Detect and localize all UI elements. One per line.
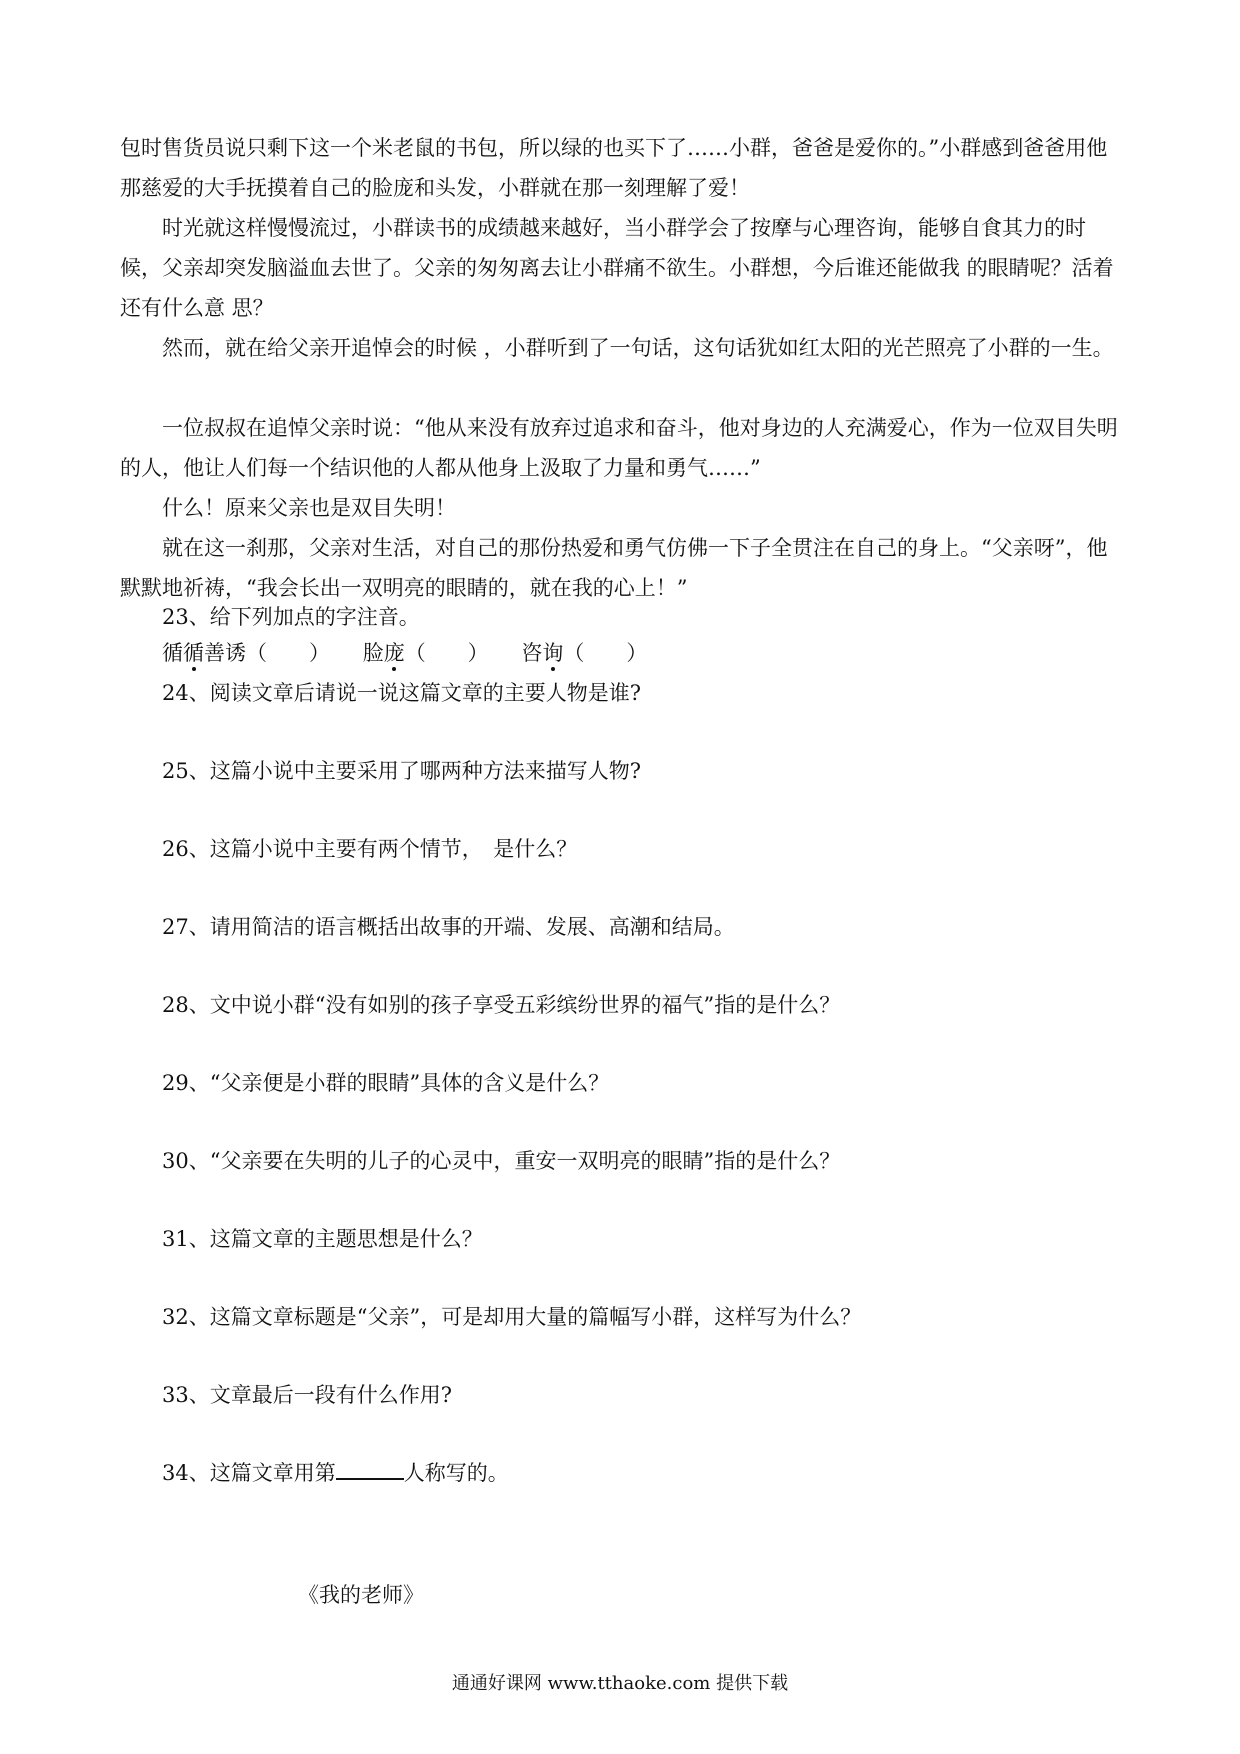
story-paragraph-3: 然而，就在给父亲开追悼会的时候 ，小群听到了一句话，这句话犹如红太阳的光芒照亮了小群的一生。 [162, 336, 1114, 360]
footer-credit: 通通好课网 www.tthaoke.com 提供下载 [451, 1673, 789, 1694]
story-paragraph-5: 什么！原来父亲也是双目失明！ [162, 496, 456, 520]
question-25: 25、这篇小说中主要采用了哪两种方法来描写人物? [162, 759, 641, 783]
answer-blank[interactable] [336, 1458, 404, 1480]
pinyin-item-2-before: 脸 [362, 641, 384, 665]
pinyin-item-2 [363, 638, 489, 668]
pinyin-item-2-dotted-char: 庞 [383, 641, 405, 665]
pinyin-item-1 [162, 638, 330, 668]
question-26: 26、这篇小说中主要有两个情节， 是什么？ [162, 837, 578, 861]
pinyin-item-3-dotted-char: 询 [542, 641, 564, 665]
question-24: 24、阅读文章后请说一说这篇文章的主要人物是谁? [162, 681, 641, 705]
question-33: 33、文章最后一段有什么作用? [162, 1383, 452, 1407]
next-section-title: 《我的老师》 [298, 1583, 424, 1607]
question-29: 29、“父亲便是小群的眼睛”具体的含义是什么？ [162, 1071, 610, 1095]
pinyin-item-3 [521, 638, 647, 668]
question-34-after: 人称写的。 [403, 1461, 509, 1485]
pinyin-item-1-before: 循 [162, 641, 183, 665]
pinyin-exercise [162, 638, 673, 668]
question-34 [162, 1458, 1122, 1488]
question-23: 23、给下列加点的字注音。 [162, 605, 420, 629]
question-34-before: 34、这篇文章用第 [162, 1461, 336, 1485]
pinyin-item-1-dotted-char: 循 [183, 641, 204, 665]
pinyin-item-1-after: 善诱（ ） [204, 641, 330, 665]
story-paragraph-2: 时光就这样慢慢流过，小群读书的成绩越来越好，当小群学会了按摩与心理咨询，能够自食其力的时候，父亲却突发脑溢血去世了。父亲的匆匆离去让小群痛不欲生。小群想，今后谁还能做我 的眼睛呢？活着还有什么意 思？ [120, 216, 1114, 320]
story-paragraph-1: 包时售货员说只剩下这一个米老鼠的书包，所以绿的也买下了……小群，爸爸是爱你的。”小群感到爸爸用他那慈爱的大手抚摸着自己的脸庞和头发，小群就在那一刻理解了爱！ [120, 136, 1108, 200]
story-paragraph-4: 一位叔叔在追悼父亲时说：“他从来没有放弃过追求和奋斗，他对身边的人充满爱心，作为一位双目失明的人，他让人们每一个结识他的人都从他身上汲取了力量和勇气……” [120, 416, 1118, 480]
question-28: 28、文中说小群“没有如别的孩子享受五彩缤纷世界的福气”指的是什么？ [162, 993, 841, 1017]
pinyin-item-3-before: 咨 [521, 641, 543, 665]
question-30: 30、“父亲要在失明的儿子的心灵中，重安一双明亮的眼睛”指的是什么？ [162, 1149, 841, 1173]
question-31: 31、这篇文章的主题思想是什么？ [162, 1227, 483, 1251]
question-32: 32、这篇文章标题是“父亲”，可是却用大量的篇幅写小群，这样写为什么？ [162, 1305, 862, 1329]
question-27: 27、请用简洁的语言概括出故事的开端、发展、高潮和结局。 [162, 915, 735, 939]
pinyin-item-2-after: （ ） [404, 641, 489, 665]
story-paragraph-6: 就在这一刹那，父亲对生活，对自己的那份热爱和勇气仿佛一下子全贯注在自己的身上。“父亲呀”，他默默地祈祷，“我会长出一双明亮的眼睛的，就在我的心上！” [120, 536, 1108, 600]
pinyin-item-3-after: （ ） [563, 641, 648, 665]
